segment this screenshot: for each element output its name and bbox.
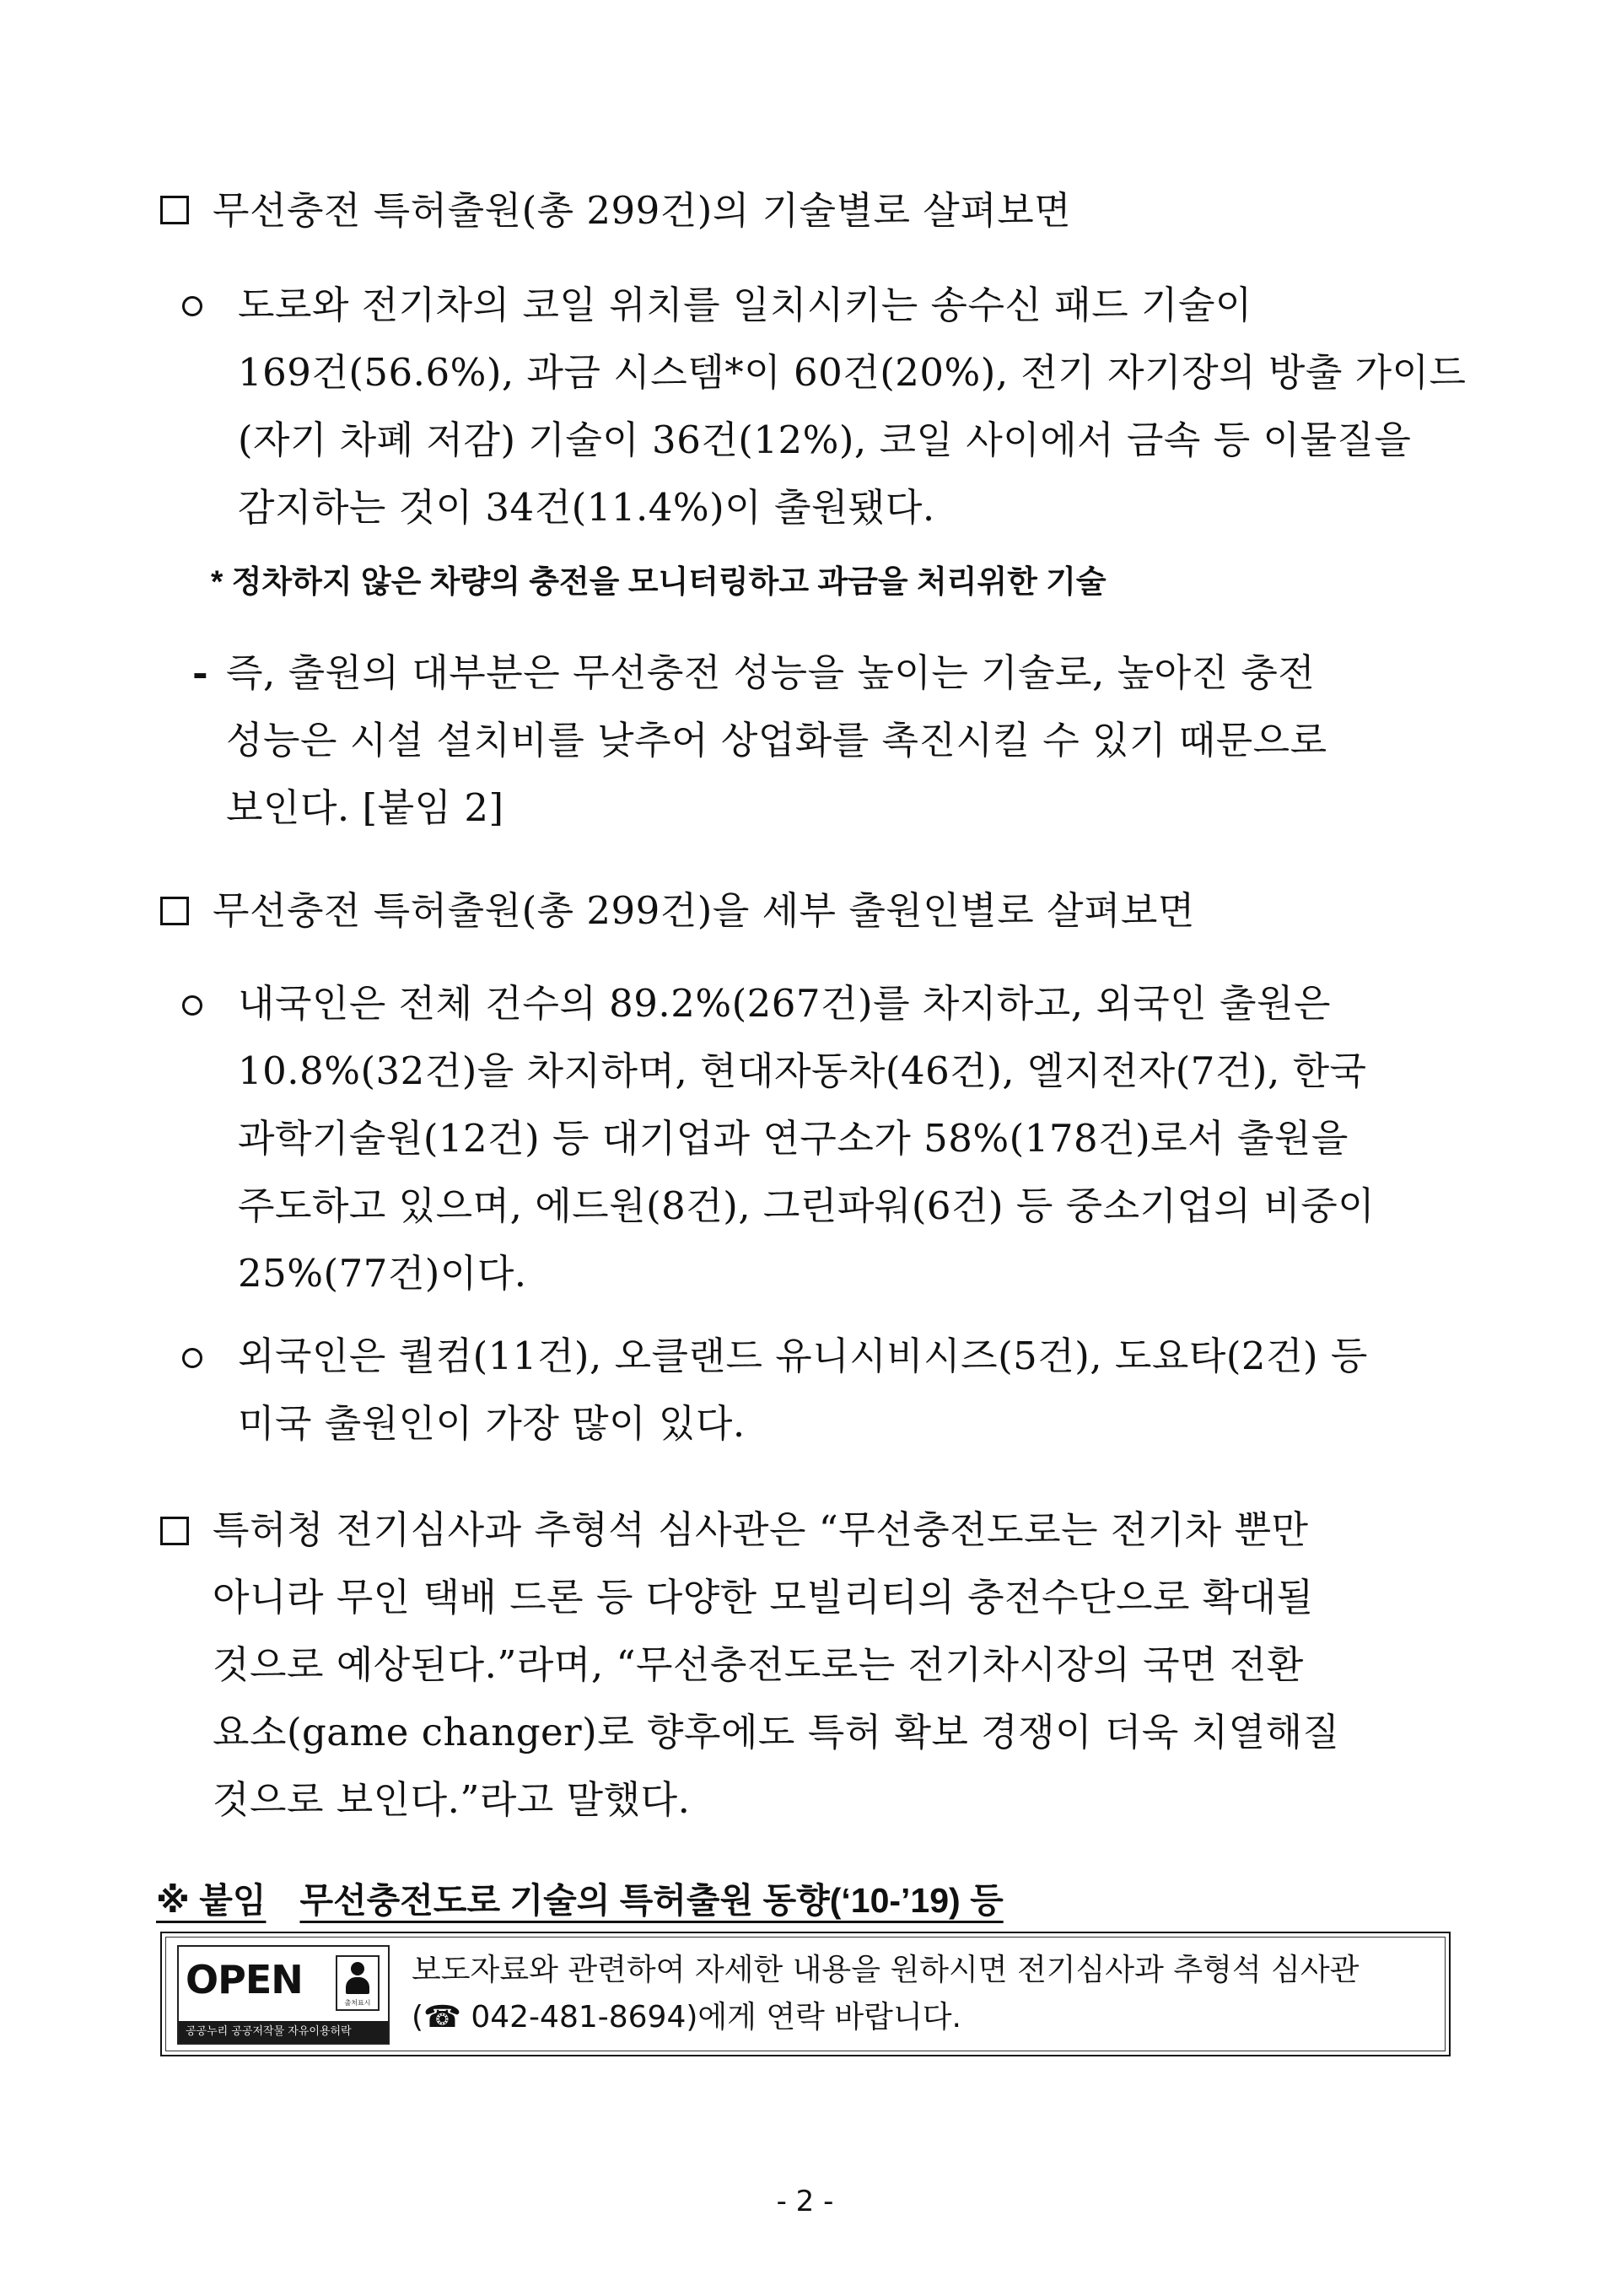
text-line: 10.8%(32건)을 차지하며, 현대자동차(46건), 엘지전자(7건), 한국 xyxy=(238,1048,1367,1093)
contact-text xyxy=(412,1947,1359,2041)
contact-line: (☎ 042-481-8694)에게 연락 바랍니다. xyxy=(412,2000,961,2035)
paragraph-item xyxy=(238,272,1467,542)
square-bullet-icon xyxy=(160,897,189,925)
square-bullet-icon xyxy=(160,1517,189,1545)
page-number: - 2 - xyxy=(776,2185,834,2218)
text-line: 도로와 전기차의 코일 위치를 일치시키는 송수신 패드 기술이 xyxy=(238,283,1252,327)
dash-bullet-icon: - xyxy=(192,650,208,695)
circle-bullet-icon xyxy=(182,995,202,1016)
attachment-title: 무선충전도로 기술의 특허출원 동향(‘10-’19) 등 xyxy=(299,1881,1004,1920)
quote-paragraph xyxy=(213,1496,1340,1834)
text-line: 보인다. [붙임 2] xyxy=(226,785,504,830)
text-line: 것으로 보인다.”라고 말했다. xyxy=(213,1777,691,1822)
text-line: (자기 차폐 저감) 기술이 36건(12%), 코일 사이에서 금속 등 이물질을 xyxy=(238,418,1412,462)
text-line: 169건(56.6%), 과금 시스템*이 60건(20%), 전기 자기장의 방출 가이드 xyxy=(238,350,1467,395)
attachment-mark: ※ 붙임 xyxy=(156,1881,267,1920)
square-bullet-icon xyxy=(160,196,189,224)
text-line: 즉, 출원의 대부분은 무선충전 성능을 높이는 기술로, 높아진 충전 xyxy=(226,650,1316,695)
text-line: 것으로 예상된다.”라며, “무선충전도로는 전기차시장의 국면 전환 xyxy=(213,1642,1304,1687)
paragraph-item xyxy=(238,970,1375,1307)
text-line: 25%(77건)이다. xyxy=(238,1251,527,1296)
section-heading: 무선충전 특허출원(총 299건)을 세부 출원인별로 살펴보면 xyxy=(213,888,1195,933)
section-heading: 무선충전 특허출원(총 299건)의 기술별로 살펴보면 xyxy=(213,188,1072,233)
text-line: 특허청 전기심사과 추형석 심사관은 “무선충전도로는 전기차 뿐만 xyxy=(213,1507,1309,1552)
logo-word: OPEN xyxy=(186,1957,303,2002)
footnote: * 정차하지 않은 차량의 충전을 모니터링하고 과금을 처리위한 기술 xyxy=(211,564,1107,599)
circle-bullet-icon xyxy=(182,296,202,316)
text-line: 요소(game changer)로 향후에도 특허 확보 경쟁이 더욱 치열해질 xyxy=(213,1710,1340,1754)
badge-label: 출처표시 xyxy=(344,1999,371,2007)
text-line: 내국인은 전체 건수의 89.2%(267건)를 차지하고, 외국인 출원은 xyxy=(238,981,1331,1026)
text-line: 외국인은 퀄컴(11건), 오클랜드 유니시비시즈(5건), 도요타(2건) 등 xyxy=(238,1334,1368,1378)
paragraph-item xyxy=(238,1323,1368,1458)
text-line: 미국 출원인이 가장 많이 있다. xyxy=(238,1401,746,1446)
attribution-icon xyxy=(336,1955,380,2011)
attachment-note xyxy=(156,1873,1004,1922)
text-line: 주도하고 있으며, 에드원(8건), 그린파워(6건) 등 중소기업의 비중이 xyxy=(238,1183,1376,1228)
text-line: 아니라 무인 택배 드론 등 다양한 모빌리티의 충전수단으로 확대될 xyxy=(213,1575,1314,1620)
paragraph-item xyxy=(226,639,1327,842)
text-line: 성능은 시설 설치비를 낮추어 상업화를 촉진시킬 수 있기 때문으로 xyxy=(226,718,1327,763)
text-line: 감지하는 것이 34건(11.4%)이 출원됐다. xyxy=(238,485,935,530)
license-band: 공공누리 공공저작물 자유이용허락 xyxy=(179,2021,388,2043)
contact-box xyxy=(160,1932,1451,2056)
text-line: 과학기술원(12건) 등 대기업과 연구소가 58%(178건)로서 출원을 xyxy=(238,1116,1349,1161)
circle-bullet-icon xyxy=(182,1348,202,1368)
contact-line: 보도자료와 관련하여 자세한 내용을 원하시면 전기심사과 추형석 심사관 xyxy=(412,1953,1360,1987)
open-license-logo xyxy=(177,1945,390,2045)
